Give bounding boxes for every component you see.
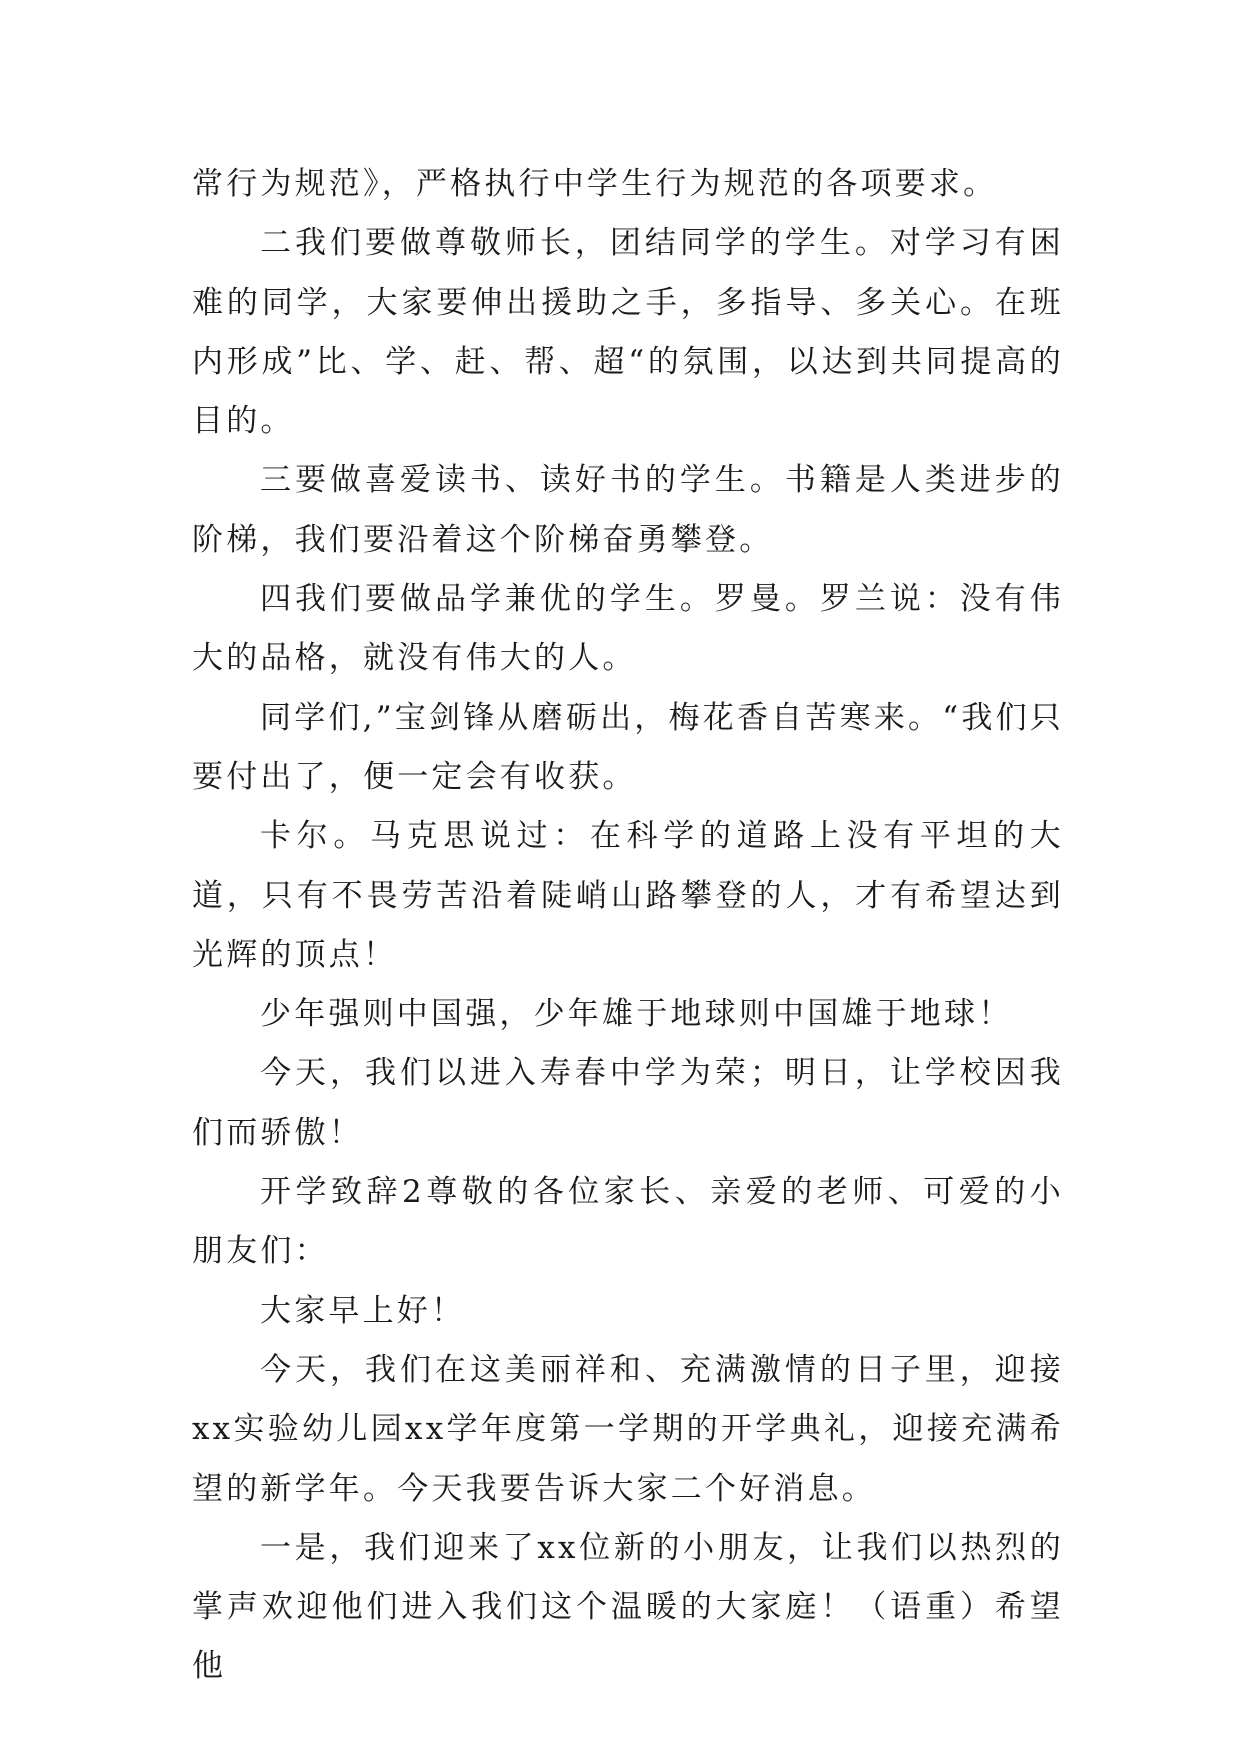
paragraph: 大家早上好！ — [260, 1292, 466, 1329]
paragraph: 三要做喜爱读书、读好书的学生。书籍是人类进步的阶梯，我们要沿着这个阶梯奋勇攀登。 — [192, 462, 1064, 558]
paragraph: 卡尔。马克思说过：在科学的道路上没有平坦的大道，只有不畏劳苦沿着陡峭山路攀登的人，才有希望达到光辉的顶点！ — [192, 818, 1064, 973]
paragraph: 二我们要做尊敬师长，团结同学的学生。对学习有困难的同学，大家要伸出援助之手，多指导、多关心。在班内形成”比、学、赶、帮、超“的氛围，以达到共同提高的目的。 — [192, 225, 1064, 440]
paragraph: 四我们要做品学兼优的学生。罗曼。罗兰说：没有伟大的品格，就没有伟大的人。 — [192, 581, 1064, 677]
paragraph: 少年强则中国强，少年雄于地球则中国雄于地球！ — [260, 996, 1013, 1033]
paragraph: 今天，我们以进入寿春中学为荣；明日，让学校因我们而骄傲！ — [192, 1055, 1064, 1151]
document-body — [192, 155, 1064, 1697]
paragraph: 开学致辞2尊敬的各位家长、亲爱的老师、可爱的小朋友们： — [192, 1174, 1064, 1270]
paragraph: 常行为规范》，严格执行中学生行为规范的各项要求。 — [192, 166, 998, 202]
paragraph: 今天，我们在这美丽祥和、充满激情的日子里，迎接xx实验幼儿园xx学年度第一学期的开学典礼，迎接充满希望的新学年。今天我要告诉大家二个好消息。 — [192, 1351, 1064, 1507]
paragraph: 一是，我们迎来了xx位新的小朋友，让我们以热烈的掌声欢迎他们进入我们这个温暖的大家庭！（语重）希望他 — [192, 1529, 1064, 1685]
paragraph: 同学们,”宝剑锋从磨砺出，梅花香自苦寒来。“我们只要付出了，便一定会有收获。 — [192, 699, 1064, 795]
